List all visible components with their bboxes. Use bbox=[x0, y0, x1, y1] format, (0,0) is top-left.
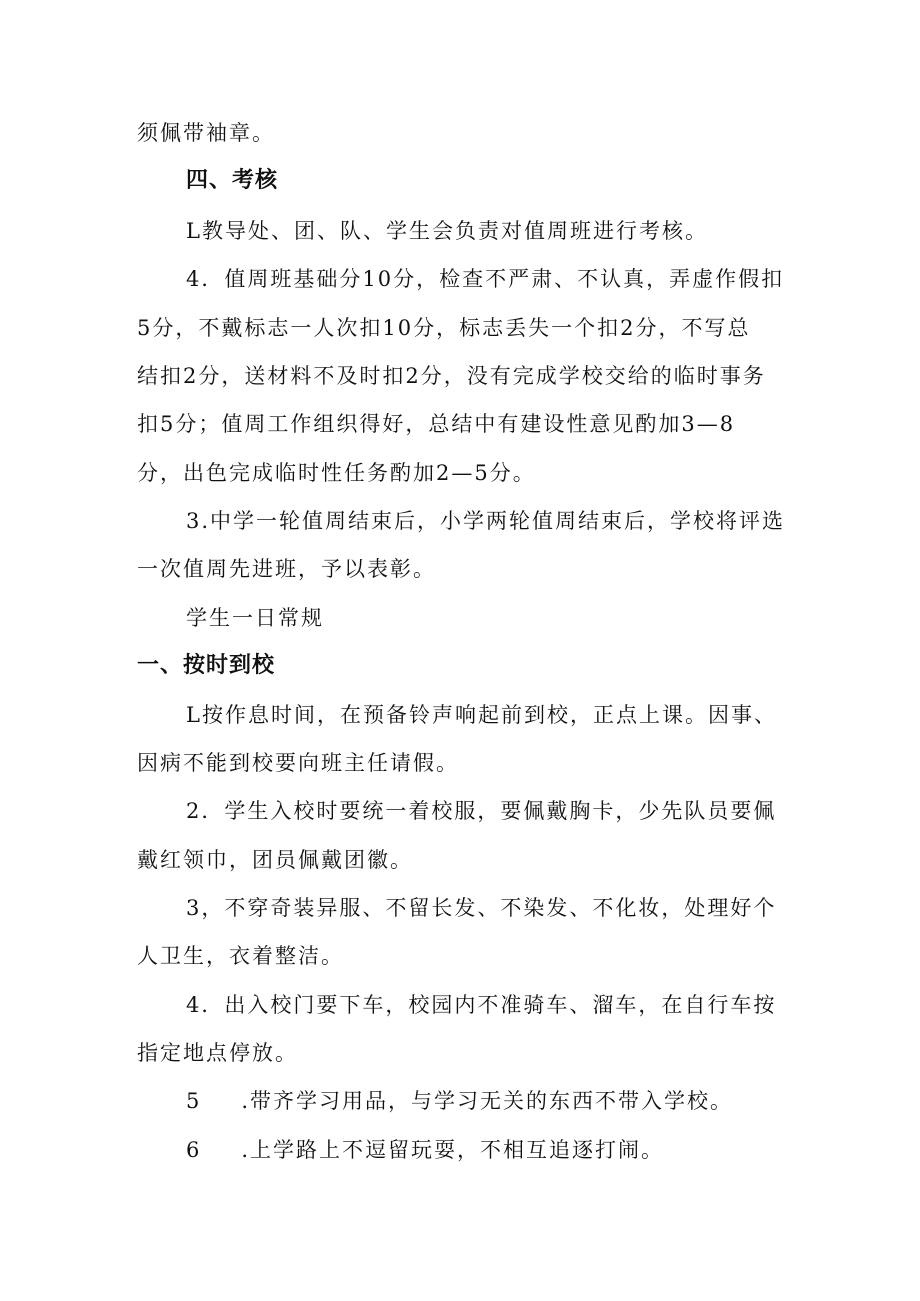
section-title-daily-routine: 学生一日常规 bbox=[186, 606, 324, 630]
list-item-text: .带齐学习用品，与学习无关的东西不带入学校。 bbox=[241, 1089, 734, 1113]
section-heading-on-time: 一、按时到校 bbox=[137, 653, 276, 678]
paragraph-line: 3.中学一轮值周结束后，小学两轮值周结束后，学校将评选 bbox=[186, 509, 786, 533]
paragraph-line: 指定地点停放。 bbox=[137, 1041, 298, 1065]
paragraph-line: L教导处、团、队、学生会负责对值周班进行考核。 bbox=[186, 219, 708, 243]
paragraph-line: 一次值周先进班，予以表彰。 bbox=[137, 557, 436, 581]
list-item-6 bbox=[186, 1140, 664, 1161]
paragraph-line: 4．出入校门要下车，校园内不准骑车、溜车，在自行车按 bbox=[186, 993, 777, 1017]
paragraph-line: L按作息时间，在预备铃声响起前到校，正点上课。因事、 bbox=[186, 703, 777, 727]
paragraph-line: 2．学生入校时要统一着校服，要佩戴胸卡，少先队员要佩 bbox=[186, 799, 777, 823]
paragraph-line: 人卫生，衣着整洁。 bbox=[137, 944, 344, 968]
paragraph-line: 须佩带袖章。 bbox=[137, 121, 275, 145]
list-item-5 bbox=[186, 1091, 733, 1112]
list-item-text: .上学路上不逗留玩耍，不相互追逐打闹。 bbox=[241, 1138, 665, 1162]
list-item-number: 6 bbox=[186, 1138, 202, 1162]
paragraph-line: 结扣2分，送材料不及时扣2分，没有完成学校交给的临时事务 bbox=[137, 364, 766, 388]
paragraph-line: 分，出色完成临时性任务酌加2—5分。 bbox=[137, 461, 536, 485]
paragraph-line: 戴红领巾，团员佩戴团徽。 bbox=[137, 848, 413, 872]
paragraph-line: 扣5分；值周工作组织得好，总结中有建设性意见酌加3—8 bbox=[137, 412, 736, 436]
paragraph-line: 因病不能到校要向班主任请假。 bbox=[137, 751, 459, 775]
list-item-number: 5 bbox=[186, 1089, 202, 1113]
paragraph-line: 4．值周班基础分10分，检查不严肃、不认真，弄虚作假扣 bbox=[186, 267, 785, 291]
section-heading-assessment: 四、考核 bbox=[186, 168, 279, 193]
paragraph-line: 3，不穿奇装异服、不留长发、不染发、不化妆，处理好个 bbox=[186, 896, 777, 920]
paragraph-line: 5分，不戴标志一人次扣10分，标志丢失一个扣2分，不写总 bbox=[137, 316, 751, 340]
